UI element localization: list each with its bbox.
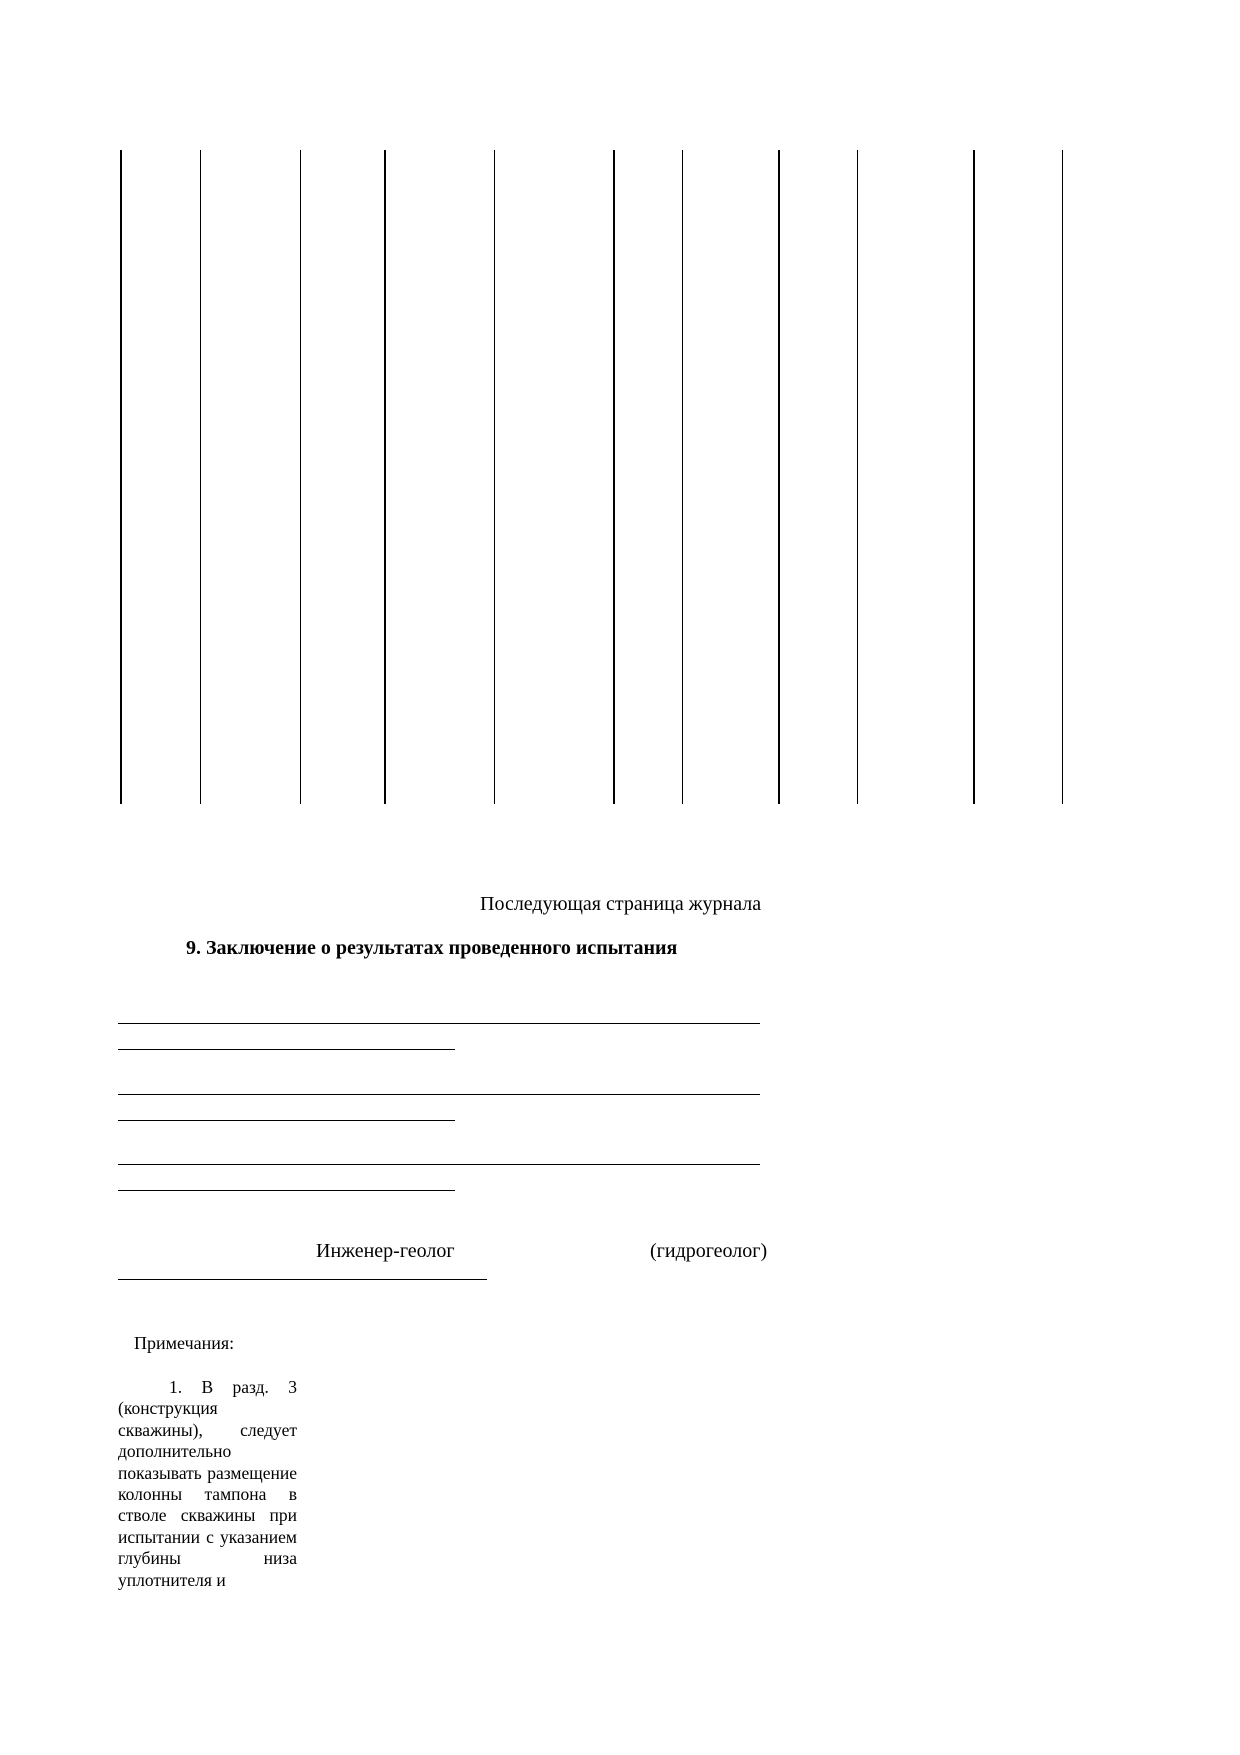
conclusion-blank-line [118, 1120, 455, 1121]
table-column-border [494, 150, 495, 804]
section-heading [186, 937, 677, 960]
note-item-1: 1. В разд. 3 (конструкция скважины), следует дополнительно показывать размещение колонны тампона в стволе скважины при испытании с указанием глубины низа уплотнителя и [118, 1377, 297, 1590]
table-column-border [973, 150, 975, 804]
conclusion-blank-line [118, 1094, 760, 1095]
section-number: 9. [186, 937, 201, 959]
conclusion-blank-line [118, 1164, 760, 1165]
journal-table-columns [0, 0, 1240, 820]
section-title: Заключение о результатах проведенного испытания [206, 937, 678, 959]
signature-position-left: Инженер-геолог [316, 1240, 455, 1262]
table-column-border [200, 150, 201, 804]
conclusion-blank-line [118, 1049, 455, 1050]
table-column-border [1062, 150, 1063, 804]
table-column-border [120, 150, 122, 804]
table-column-border [613, 150, 615, 804]
conclusion-blank-line [118, 1023, 760, 1024]
table-column-border [857, 150, 858, 804]
next-page-label: Последующая страница журнала [480, 893, 762, 915]
signature-position-right: (гидрогеолог) [650, 1240, 768, 1262]
table-column-border [300, 150, 301, 804]
table-column-border [384, 150, 386, 804]
conclusion-blank-line [118, 1190, 455, 1191]
table-column-border [778, 150, 780, 804]
notes-heading: Примечания: [134, 1333, 235, 1353]
table-column-border [682, 150, 683, 804]
signature-blank-line [118, 1279, 487, 1280]
